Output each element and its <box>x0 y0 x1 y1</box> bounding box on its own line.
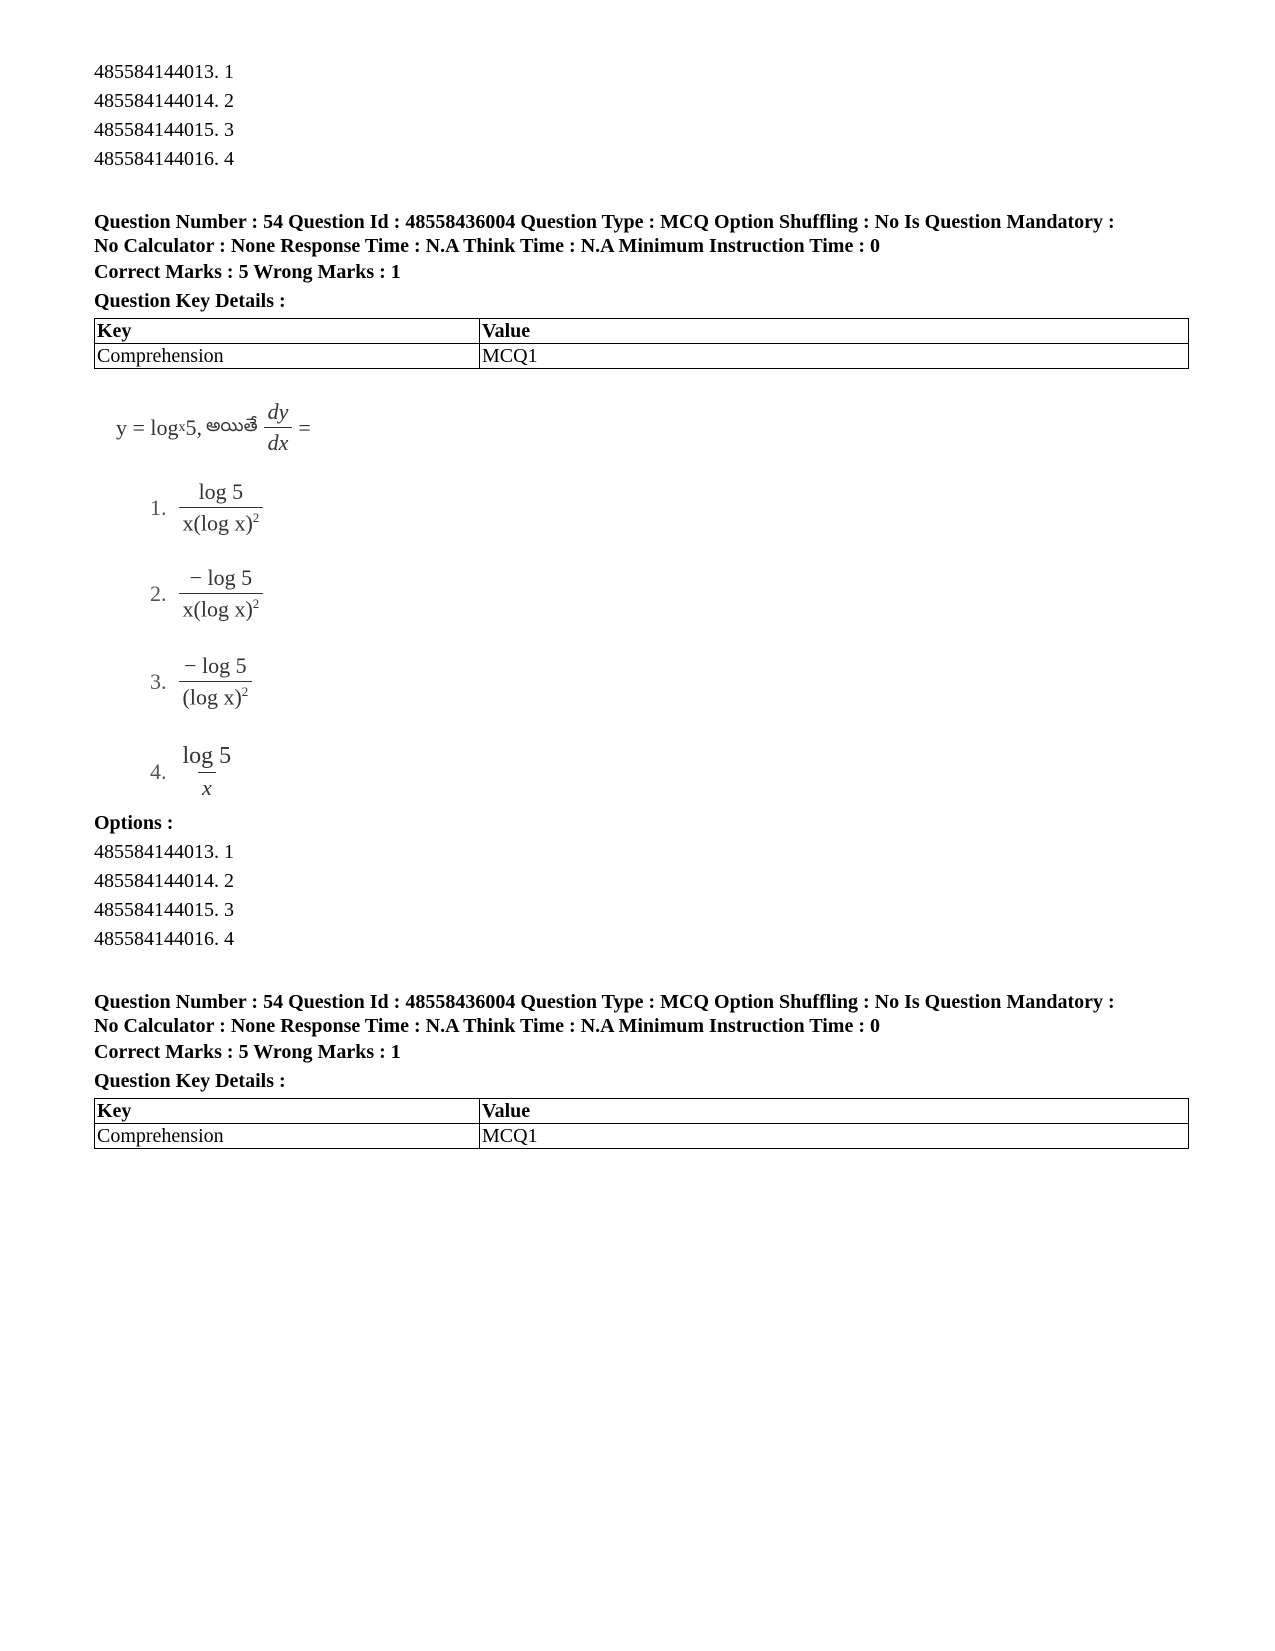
choice-fraction <box>179 743 236 801</box>
choice-denominator <box>179 681 253 710</box>
choice-fraction <box>179 565 264 622</box>
choice-fraction <box>179 479 264 536</box>
choice-4 <box>150 743 235 801</box>
stem-frac-den: dx <box>264 427 293 456</box>
table-header-value: Value <box>480 1099 1189 1124</box>
key-details-table <box>94 1098 1189 1149</box>
choice-numerator: log 5 <box>198 479 244 504</box>
den-text: x(log x) <box>182 510 253 536</box>
choice-fraction <box>179 653 253 710</box>
option-line: 485584144013. 1 <box>94 61 234 83</box>
den-text: x <box>201 775 212 800</box>
table-row <box>95 1124 1189 1149</box>
key-details-label: Question Key Details : <box>94 290 286 312</box>
question-block <box>94 210 1194 954</box>
option-line: 485584144016. 4 <box>94 928 234 950</box>
option-line: 485584144014. 2 <box>94 870 234 892</box>
choice-denominator <box>179 593 264 622</box>
stem-rhs: 5, <box>185 414 203 440</box>
key-details-table <box>94 318 1189 369</box>
table-header-key: Key <box>95 1099 480 1124</box>
document-page <box>94 58 1194 1149</box>
marks-line: Correct Marks : 5 Wrong Marks : 1 <box>94 1041 401 1063</box>
choice-1 <box>150 479 263 536</box>
question-header-line1: Question Number : 54 Question Id : 48558436004 Question Type : MCQ Option Shuffling : No Is Question Mandatory : <box>94 991 1115 1013</box>
question-content <box>94 369 1194 809</box>
stem-lhs: y = log <box>116 414 179 440</box>
option-line: 485584144016. 4 <box>94 148 234 170</box>
stem-equals: = <box>298 414 311 440</box>
choice-number: 1. <box>150 494 167 520</box>
den-exponent: 2 <box>241 684 249 699</box>
choice-numerator: − log 5 <box>189 565 253 590</box>
question-header <box>94 210 1184 258</box>
top-option-list <box>94 58 1194 174</box>
table-header-row <box>95 319 1189 344</box>
option-line: 485584144015. 3 <box>94 899 234 921</box>
option-line: 485584144013. 1 <box>94 841 234 863</box>
option-line: 485584144015. 3 <box>94 119 234 141</box>
table-cell-value: MCQ1 <box>480 344 1189 369</box>
choice-numerator: log 5 <box>182 743 232 769</box>
question-header-line2: No Calculator : None Response Time : N.A Think Time : N.A Minimum Instruction Time : 0 <box>94 235 880 257</box>
key-details-label: Question Key Details : <box>94 1070 286 1092</box>
table-cell-key: Comprehension <box>95 1124 480 1149</box>
table-header-row <box>95 1099 1189 1124</box>
choice-numerator: − log 5 <box>184 653 247 678</box>
table-cell-key: Comprehension <box>95 344 480 369</box>
question-header-line1: Question Number : 54 Question Id : 48558436004 Question Type : MCQ Option Shuffling : No Is Question Mandatory : <box>94 211 1115 233</box>
question-block <box>94 990 1194 1149</box>
marks-line: Correct Marks : 5 Wrong Marks : 1 <box>94 261 401 283</box>
stem-frac-num: dy <box>267 399 289 424</box>
spacer <box>94 954 1194 990</box>
choice-3 <box>150 653 252 710</box>
table-cell-value: MCQ1 <box>480 1124 1189 1149</box>
den-exponent: 2 <box>252 510 260 525</box>
table-row <box>95 344 1189 369</box>
choice-denominator <box>198 772 216 801</box>
question-stem <box>116 399 311 456</box>
choice-number: 4. <box>150 759 167 784</box>
choice-number: 3. <box>150 668 167 694</box>
stem-derivative <box>264 399 293 456</box>
spacer <box>94 174 1194 210</box>
den-text: x(log x) <box>182 596 253 622</box>
choice-2 <box>150 565 263 622</box>
option-line: 485584144014. 2 <box>94 90 234 112</box>
table-header-value: Value <box>480 319 1189 344</box>
question-header <box>94 990 1184 1038</box>
table-header-key: Key <box>95 319 480 344</box>
options-label: Options : <box>94 812 174 834</box>
stem-telugu: అయితే <box>206 415 258 436</box>
den-exponent: 2 <box>252 596 260 611</box>
choice-number: 2. <box>150 580 167 606</box>
question-header-line2: No Calculator : None Response Time : N.A Think Time : N.A Minimum Instruction Time : 0 <box>94 1015 880 1037</box>
option-list <box>94 838 1194 954</box>
den-text: (log x) <box>182 684 242 710</box>
choice-denominator <box>179 507 264 536</box>
stem-base: x <box>178 419 186 435</box>
